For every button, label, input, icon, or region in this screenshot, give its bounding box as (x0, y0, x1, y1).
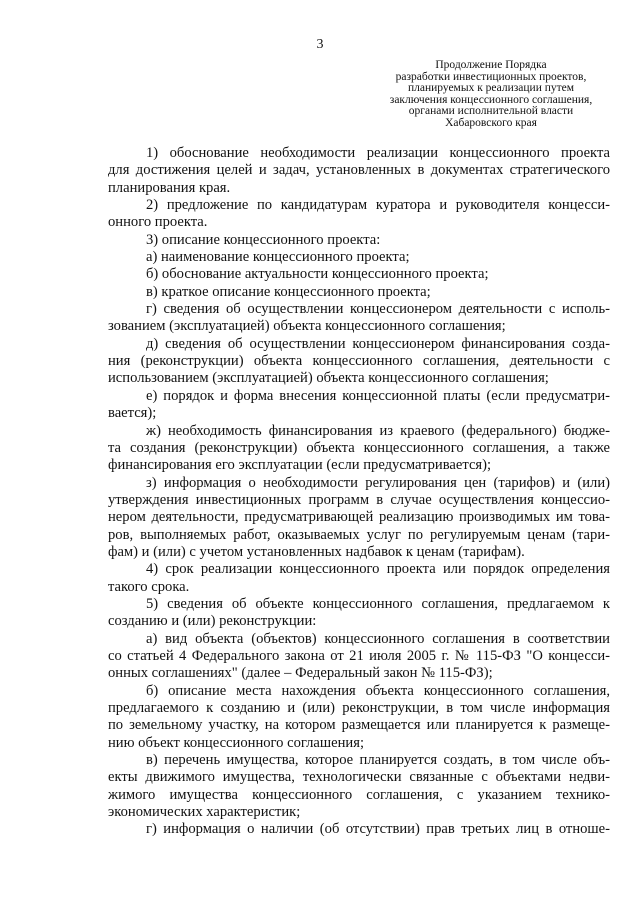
text-line: а) вид объекта (объектов) концессионного соглашения в соответствии (146, 630, 610, 647)
text-line: екты движимого имущества, технологически связанные с объектами недви- (108, 769, 610, 786)
continuation-header-line: разработки инвестиционных проектов, (395, 70, 587, 83)
continuation-header-line: Продолжение Порядка (435, 59, 547, 71)
continuation-header-line: планируемых к реализации путем (407, 82, 575, 94)
text-line: со статьей 4 Федерального закона от 21 июля 2005 г. № 115-ФЗ "О концесси- (108, 647, 610, 664)
continuation-header-line: заключения концессионного соглашения, (389, 93, 593, 106)
text-line: онного проекта. (108, 214, 208, 231)
text-line: нию объект концессионного соглашения; (108, 734, 365, 751)
text-line: в) перечень имущества, которое планируется создать, в том числе объ- (146, 752, 610, 769)
text-line: планирования края. (108, 179, 231, 196)
text-line: финансирования его эксплуатации (если предусматривается); (108, 457, 492, 474)
text-line: использованием (эксплуатацией) объекта концессионного соглашения; (108, 370, 549, 387)
page-number: 3 (316, 37, 324, 52)
text-line: ж) необходимость финансирования из краевого (федерального) бюдже- (146, 422, 610, 439)
text-line: ров, выполняемых работ, оказываемых услуг по регулируемым ценам (тари- (108, 526, 610, 543)
text-line: зованием (эксплуатацией) объекта концессионного соглашения; (108, 318, 506, 335)
text-line: онных соглашениях" (далее – Федеральный закон № 115-ФЗ); (108, 665, 493, 682)
text-line: а) наименование концессионного проекта; (146, 249, 410, 266)
text-line: жимого имущества концессионного соглашения, с указанием технико- (108, 786, 610, 803)
text-line: 5) сведения об объекте концессионного соглашения, предлагаемом к (146, 595, 610, 612)
text-line: е) порядок и форма внесения концессионной платы (если предусматри- (146, 387, 610, 404)
text-line: для достижения целей и задач, установленных в документах стратегического (108, 162, 610, 179)
text-line: з) информация о необходимости регулирования цен (тарифов) и (или) (146, 474, 610, 491)
text-line: в) краткое описание концессионного проекта; (146, 283, 431, 300)
continuation-header-line: Хабаровского края (445, 116, 537, 129)
text-line: созданию и (или) реконструкции: (108, 613, 317, 630)
text-line: 3) описание концессионного проекта: (146, 231, 381, 248)
text-line: д) сведения об осуществлении концессионером финансирования созда- (146, 335, 610, 352)
text-line: 2) предложение по кандидатурам куратора и руководителя концесси- (146, 197, 610, 214)
document-body (108, 145, 610, 839)
text-line: экономических характеристик; (108, 804, 301, 821)
text-line: ния (реконструкции) объекта концессионного соглашения, деятельности с (108, 353, 610, 370)
text-line: г) информация о наличии (об отсутствии) прав третьих лиц в отноше- (146, 821, 610, 838)
text-line: утверждения инвестиционных программ в случае осуществления концессио- (108, 491, 610, 508)
text-line: по земельному участку, на котором размещается или планируется к размеще- (108, 717, 610, 734)
continuation-header (372, 60, 610, 129)
text-line: б) описание места нахождения объекта концессионного соглашения, (146, 682, 610, 699)
text-line: б) обоснование актуальности концессионного проекта; (146, 266, 489, 283)
text-line: нером деятельности, предусматривающей реализацию производимых им това- (108, 509, 610, 526)
text-line: предлагаемого к созданию и (или) реконструкции, в том числе информация (108, 700, 610, 716)
text-line: г) сведения об осуществлении концессионером деятельности с исполь- (146, 301, 610, 318)
text-line: 1) обоснование необходимости реализации концессионного проекта (146, 145, 610, 161)
text-line: вается); (108, 405, 157, 422)
text-line: та создания (реконструкции) объекта концессионного соглашения, а также (108, 439, 610, 456)
text-line: такого срока. (108, 578, 190, 595)
text-line: 4) срок реализации концессионного проекта или порядок определения (146, 561, 610, 578)
continuation-header-line: органами исполнительной власти (408, 105, 574, 117)
text-line: фам) и (или) с учетом установленных надбавок к ценам (тарифам). (108, 543, 525, 560)
